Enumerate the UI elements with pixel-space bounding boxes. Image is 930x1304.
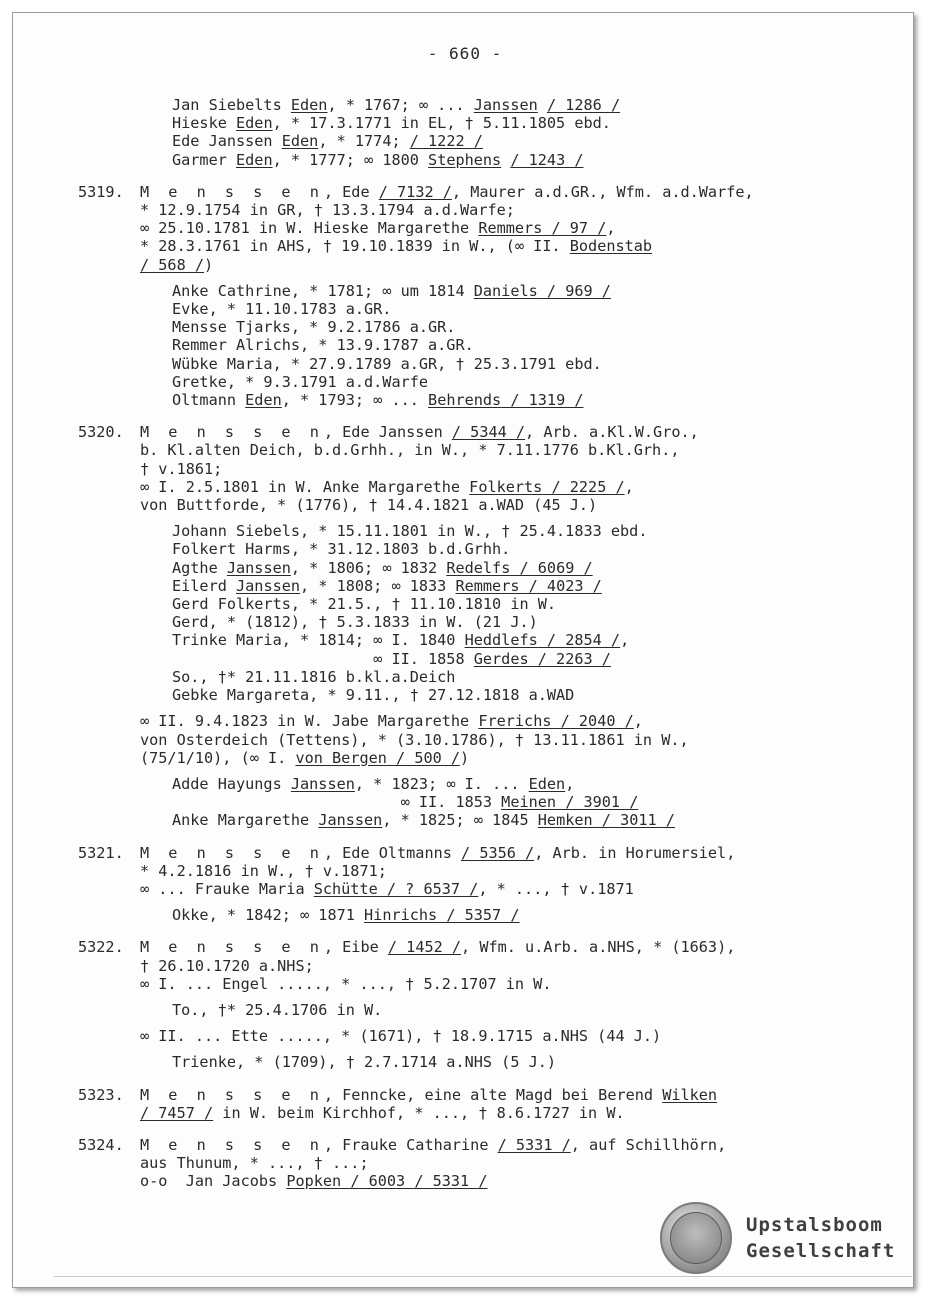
entry-line: M e n s s e n, Eibe / 1452 /, Wfm. u.Arb. a.NHS, * (1663),: [140, 938, 736, 957]
list-item: Johann Siebels, * 15.11.1801 in W., † 25.4.1833 ebd.: [172, 522, 648, 541]
list-item: Trinke Maria, * 1814; ∞ I. 1840 Heddlefs / 2854 /,: [172, 631, 630, 650]
list-item: Wübke Maria, * 27.9.1789 a.GR, † 25.3.1791 ebd.: [172, 354, 602, 373]
list-item: Jan Siebelts Eden, * 1767; ∞ ... Janssen / 1286 /: [172, 96, 621, 114]
entry-line: ∞ I. ... Engel ....., * ..., † 5.2.1707 in W.: [140, 974, 552, 993]
genealogy-entries: [78, 96, 798, 1191]
entry-line: M e n s s e n, Ede Janssen / 5344 /, Arb. a.Kl.W.Gro.,: [140, 423, 699, 442]
entry-line: / 7457 / in W. beim Kirchhof, * ..., † 8.6.1727 in W.: [140, 1103, 625, 1122]
marriage-line: von Osterdeich (Tettens), * (3.10.1786), † 13.11.1861 in W.,: [140, 730, 689, 749]
marriage-line: (75/1/10), (∞ I. von Bergen / 500 /): [140, 748, 470, 767]
entry-line: / 568 /): [140, 255, 214, 274]
list-item: Trienke, * (1709), † 2.7.1714 a.NHS (5 J.): [172, 1053, 557, 1072]
list-item: Gebke Margareta, * 9.11., † 27.12.1818 a.WAD: [172, 686, 575, 705]
list-item: Folkert Harms, * 31.12.1803 b.d.Grhh.: [172, 540, 511, 559]
list-item: Remmer Alrichs, * 13.9.1787 a.GR.: [172, 336, 474, 355]
continuation-children: [78, 96, 798, 169]
list-item: So., †* 21.11.1816 b.kl.a.Deich: [172, 667, 456, 686]
entry-line: ∞ 25.10.1781 in W. Hieske Margarethe Remmers / 97 /,: [140, 219, 616, 238]
entry-line: M e n s s e n, Ede Oltmanns / 5356 /, Arb. in Horumersiel,: [140, 843, 736, 862]
entry-5323: [78, 1086, 798, 1122]
entry-number: 5320.: [78, 423, 124, 442]
entry-line: ∞ I. 2.5.1801 in W. Anke Margarethe Folkerts / 2225 /,: [140, 477, 634, 496]
entry-line: ∞ ... Frauke Maria Schütte / ? 6537 /, * ..., † v.1871: [140, 879, 634, 898]
seal-icon: [660, 1202, 732, 1274]
entry-line: M e n s s e n, Frauke Catharine / 5331 /, auf Schillhörn,: [140, 1135, 727, 1154]
entry-line: * 4.2.1816 in W., † v.1871;: [140, 861, 387, 880]
list-item: Gerd, * (1812), † 5.3.1833 in W. (21 J.): [172, 613, 538, 632]
entry-5322: [78, 938, 798, 1071]
list-item: Garmer Eden, * 1777; ∞ 1800 Stephens / 1243 /: [172, 150, 584, 169]
footer-divider: [54, 1276, 912, 1277]
entry-line: aus Thunum, * ..., † ...;: [140, 1154, 369, 1173]
entry-5319: [78, 183, 798, 409]
list-item: Anke Cathrine, * 1781; ∞ um 1814 Daniels / 969 /: [172, 281, 611, 300]
list-item: ∞ II. 1853 Meinen / 3901 /: [172, 793, 639, 812]
entry-line: † 26.10.1720 a.NHS;: [140, 956, 314, 975]
entry-number: 5324.: [78, 1135, 124, 1154]
entry-line: von Buttforde, * (1776), † 14.4.1821 a.WAD (45 J.): [140, 496, 598, 515]
entry-number: 5322.: [78, 938, 124, 957]
entry-5320: [78, 423, 798, 829]
entry-5321: [78, 844, 798, 925]
entry-number: 5319.: [78, 182, 124, 201]
list-item: Mensse Tjarks, * 9.2.1786 a.GR.: [172, 318, 456, 337]
entry-line: M e n s s e n, Ede / 7132 /, Maurer a.d.GR., Wfm. a.d.Warfe,: [140, 182, 754, 201]
list-item: Ede Janssen Eden, * 1774; / 1222 /: [172, 132, 483, 151]
list-item: Eilerd Janssen, * 1808; ∞ 1833 Remmers / 4023 /: [172, 576, 602, 595]
entry-number: 5321.: [78, 843, 124, 862]
logo-text: Upstalsboom Gesellschaft: [746, 1214, 896, 1262]
list-item: Agthe Janssen, * 1806; ∞ 1832 Redelfs / 6069 /: [172, 558, 593, 577]
list-item: Oltmann Eden, * 1793; ∞ ... Behrends / 1319 /: [172, 391, 584, 410]
entry-line: * 28.3.1761 in AHS, † 19.10.1839 in W., (∞ II. Bodenstab: [140, 237, 653, 256]
list-item: Evke, * 11.10.1783 a.GR.: [172, 300, 392, 319]
entry-number: 5323.: [78, 1085, 124, 1104]
entry-line: M e n s s e n, Fenncke, eine alte Magd bei Berend Wilken: [140, 1085, 718, 1104]
marriage-line: ∞ II. ... Ette ....., * (1671), † 18.9.1715 a.NHS (44 J.): [140, 1027, 662, 1046]
entry-line: * 12.9.1754 in GR, † 13.3.1794 a.d.Warfe;: [140, 201, 515, 220]
list-item: To., †* 25.4.1706 in W.: [172, 1000, 383, 1019]
entry-line: o-o Jan Jacobs Popken / 6003 / 5331 /: [140, 1172, 488, 1191]
society-logo: [660, 1200, 900, 1276]
page-number: - 660 -: [427, 44, 503, 63]
list-item: Gerd Folkerts, * 21.5., † 11.10.1810 in W.: [172, 595, 557, 614]
list-item: Hieske Eden, * 17.3.1771 in EL, † 5.11.1805 ebd.: [172, 114, 611, 133]
list-item: Anke Margarethe Janssen, * 1825; ∞ 1845 Hemken / 3011 /: [172, 811, 675, 830]
list-item: Adde Hayungs Janssen, * 1823; ∞ I. ... Eden,: [172, 774, 575, 793]
entry-line: † v.1861;: [140, 459, 223, 478]
list-item: Okke, * 1842; ∞ 1871 Hinrichs / 5357 /: [172, 906, 520, 925]
entry-line: b. Kl.alten Deich, b.d.Grhh., in W., * 7.11.1776 b.Kl.Grh.,: [140, 441, 680, 460]
marriage-line: ∞ II. 9.4.1823 in W. Jabe Margarethe Frerichs / 2040 /,: [140, 712, 643, 731]
list-item: Gretke, * 9.3.1791 a.d.Warfe: [172, 372, 429, 391]
entry-5324: [78, 1136, 798, 1191]
list-item: ∞ II. 1858 Gerdes / 2263 /: [172, 649, 611, 668]
